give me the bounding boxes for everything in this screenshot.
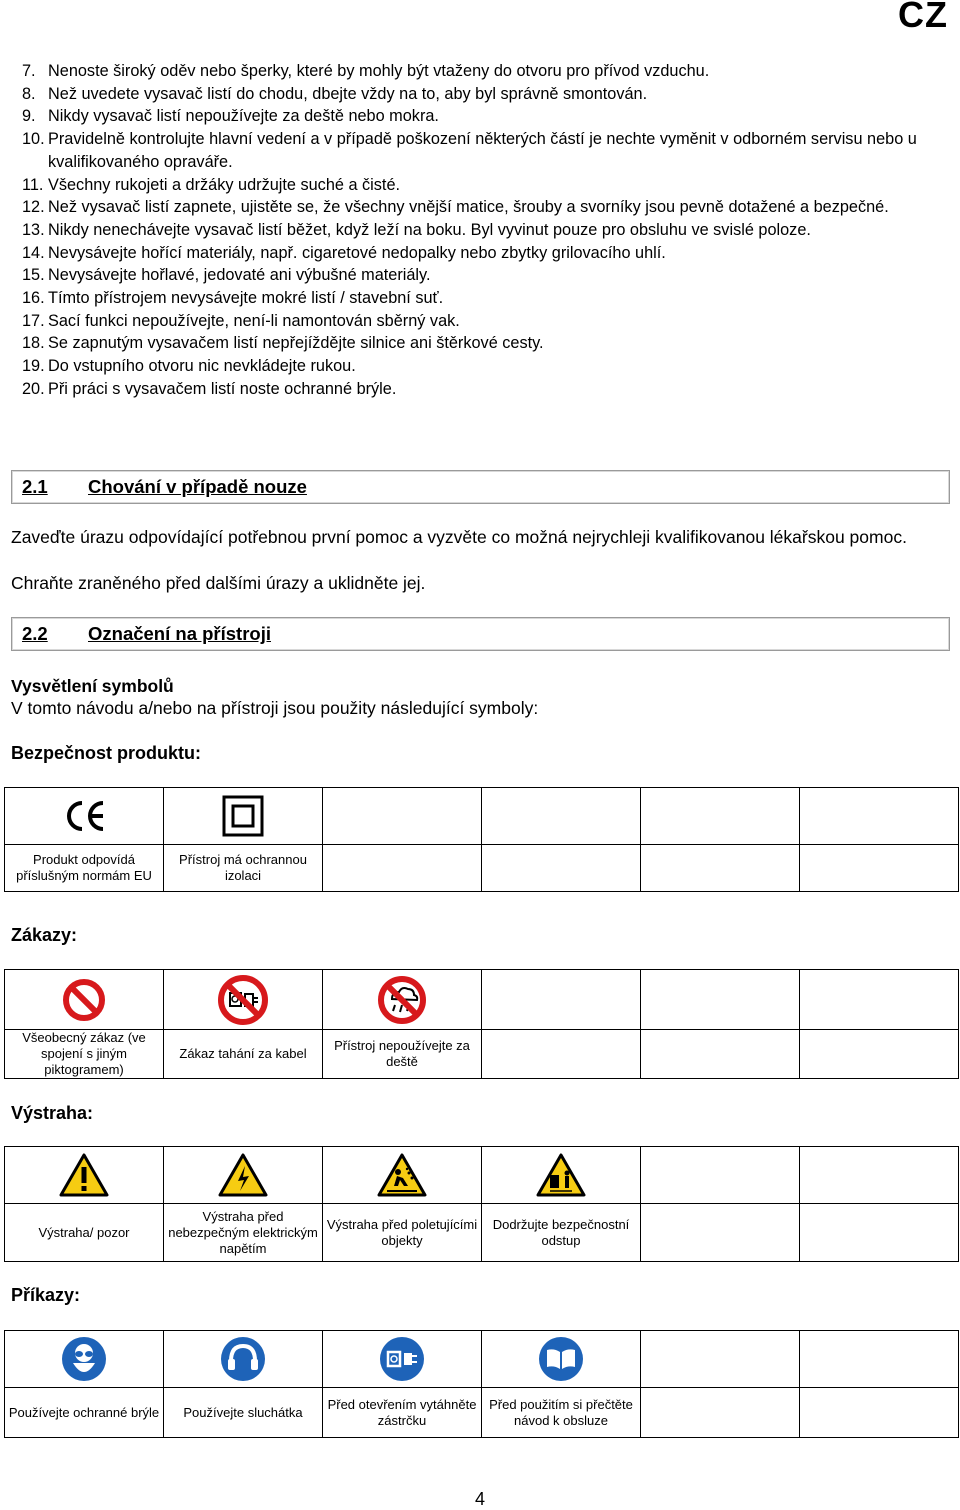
table-cell	[164, 1147, 323, 1204]
unplug-icon	[379, 1336, 425, 1382]
table-cell	[323, 1331, 482, 1388]
table-cell	[641, 1331, 800, 1388]
list-item	[22, 310, 932, 333]
table-cell	[482, 1147, 641, 1204]
table-cell: Výstraha před nebezpečným elektrickým napětím	[164, 1204, 323, 1262]
rule-number: 16.	[22, 289, 45, 308]
table-cell: Výstraha před poletujícími objekty	[323, 1204, 482, 1262]
language-code: CZ	[898, 0, 948, 35]
table-cell	[641, 845, 800, 892]
table-cell	[5, 1331, 164, 1388]
no-cable-pulling-icon	[217, 974, 269, 1026]
table-cell	[641, 1147, 800, 1204]
list-item	[22, 242, 932, 265]
general-prohibition-icon	[62, 978, 106, 1022]
table-cell	[641, 1030, 800, 1079]
list-item	[22, 128, 932, 173]
list-item	[22, 287, 932, 310]
emergency-paragraph: Zaveďte úrazu odpovídající potřebnou první pomoc a vyzvěte co možná nejrychleji kvalifikovanou lékařskou pomoc.	[11, 527, 907, 547]
section-heading-device-marking	[11, 617, 950, 651]
product-safety-heading: Bezpečnost produktu:	[11, 743, 202, 763]
table-cell: Všeobecný zákaz (ve spojení s jiným piktogramem)	[5, 1030, 164, 1079]
table-cell	[323, 788, 482, 845]
no-rain-icon	[377, 975, 427, 1025]
symbols-legend-text: V tomto návodu a/nebo na přístroji jsou použity následující symboly:	[11, 698, 539, 718]
rule-text: Všechny rukojeti a držáky udržujte suché a čisté.	[48, 175, 401, 194]
table-cell	[800, 970, 959, 1030]
read-manual-icon	[538, 1336, 584, 1382]
list-item	[22, 60, 932, 83]
rule-number: 10.	[22, 130, 45, 149]
table-cell	[323, 845, 482, 892]
table-cell	[641, 970, 800, 1030]
page-number: 4	[474, 1489, 485, 1509]
table-cell: Dodržujte bezpečnostní odstup	[482, 1204, 641, 1262]
rule-number: 13.	[22, 220, 45, 239]
table-cell: Používejte sluchátka	[164, 1388, 323, 1438]
table-cell	[164, 970, 323, 1030]
rule-text: Nevysávejte hořící materiály, např. cigaretové nedopalky nebo zbytky grilovacího uhlí.	[48, 243, 666, 262]
rule-text: Nevysávejte hořlavé, jedovaté ani výbušné materiály.	[48, 266, 431, 285]
rule-number: 19.	[22, 357, 45, 376]
section-title: Chování v případě nouze	[88, 476, 307, 497]
table-cell	[482, 788, 641, 845]
rule-text: Než uvedete vysavač listí do chodu, dbejte vždy na to, aby byl správně smontován.	[48, 84, 648, 103]
rule-number: 7.	[22, 62, 36, 80]
rule-number: 15.	[22, 266, 45, 285]
rule-number: 17.	[22, 311, 45, 330]
list-item	[22, 105, 932, 128]
double-insulation-icon	[222, 795, 264, 837]
rule-text: Než vysavač listí zapnete, ujistěte se, že všechny vnější matice, šrouby a svorníky jsou pevně dotažené a bezpečné.	[48, 198, 889, 217]
product-safety-table	[4, 787, 959, 892]
electric-voltage-warning-icon	[218, 1153, 268, 1197]
table-cell	[164, 788, 323, 845]
rule-number: 8.	[22, 84, 36, 103]
table-cell	[800, 788, 959, 845]
table-cell: Používejte ochranné brýle	[5, 1388, 164, 1438]
mandatory-table	[4, 1330, 959, 1438]
table-cell	[641, 788, 800, 845]
list-item	[22, 378, 932, 401]
table-cell	[641, 1204, 800, 1262]
table-cell	[164, 1331, 323, 1388]
rule-text: Nenoste široký oděv nebo šperky, které by mohly být vtaženy do otvoru pro přívod vzduchu.	[48, 62, 710, 80]
rule-text: Nikdy nenechávejte vysavač listí běžet, když leží na boku. Byl vyvinut pouze pro obsluhu ve svislé poloze.	[48, 220, 811, 239]
table-cell	[800, 1030, 959, 1079]
table-cell: Přístroj má ochrannou izolaci	[164, 845, 323, 892]
table-cell	[482, 970, 641, 1030]
table-cell: Před použitím si přečtěte návod k obsluze	[482, 1388, 641, 1438]
warning-exclamation-icon	[59, 1153, 109, 1197]
safety-rules-list	[22, 60, 932, 401]
table-cell: Zákaz tahání za kabel	[164, 1030, 323, 1079]
rule-text: Sací funkci nepoužívejte, není-li namontován sběrný vak.	[48, 311, 460, 330]
mandatory-heading: Příkazy:	[11, 1285, 81, 1305]
wear-goggles-icon	[61, 1336, 107, 1382]
rule-text: Se zapnutým vysavačem listí nepřejíždějte silnice ani štěrkové cesty.	[48, 334, 544, 353]
table-cell: Přístroj nepoužívejte za deště	[323, 1030, 482, 1079]
list-item	[22, 332, 932, 355]
section-title: Označení na přístroji	[88, 623, 271, 644]
table-cell	[482, 1030, 641, 1079]
emergency-paragraph-2: Chraňte zraněného před dalšími úrazy a uklidněte jej.	[11, 573, 426, 593]
wear-ear-protection-icon	[220, 1336, 266, 1382]
list-item	[22, 264, 932, 287]
table-cell	[800, 1204, 959, 1262]
rule-number: 14.	[22, 243, 45, 262]
warnings-table	[4, 1146, 959, 1262]
rule-number: 20.	[22, 379, 45, 398]
list-item	[22, 83, 932, 106]
list-item	[22, 355, 932, 378]
table-cell	[323, 970, 482, 1030]
ce-mark-icon	[62, 799, 106, 833]
rule-number: 12.	[22, 198, 45, 217]
table-cell	[323, 1147, 482, 1204]
rule-text: Do vstupního otvoru nic nevkládejte rukou.	[48, 357, 356, 376]
table-cell: Produkt odpovídá příslušným normám EU	[5, 845, 164, 892]
table-cell	[641, 1388, 800, 1438]
rule-number: 11.	[22, 175, 44, 194]
rule-text: Při práci s vysavačem listí noste ochranné brýle.	[48, 379, 397, 398]
table-cell	[800, 1388, 959, 1438]
table-cell	[800, 1147, 959, 1204]
table-cell: Výstraha/ pozor	[5, 1204, 164, 1262]
prohibitions-heading: Zákazy:	[11, 925, 78, 945]
table-cell	[800, 1331, 959, 1388]
list-item	[22, 219, 932, 242]
rule-text: Tímto přístrojem nevysávejte mokré listí / stavební suť.	[48, 289, 444, 308]
section-number: 2.1	[22, 476, 48, 497]
table-cell	[5, 1147, 164, 1204]
table-cell	[5, 788, 164, 845]
rule-number: 9.	[22, 107, 36, 126]
table-cell	[482, 1331, 641, 1388]
warnings-heading: Výstraha:	[11, 1103, 94, 1123]
section-number: 2.2	[22, 623, 48, 644]
safety-distance-warning-icon	[536, 1153, 586, 1197]
section-heading-emergency	[11, 470, 950, 504]
table-cell: Před otevřením vytáhněte zástrčku	[323, 1388, 482, 1438]
list-item	[22, 196, 932, 219]
rule-number: 18.	[22, 334, 45, 353]
table-cell	[482, 845, 641, 892]
symbols-legend-heading: Vysvětlení symbolů	[11, 676, 174, 696]
prohibitions-table	[4, 969, 959, 1079]
list-item	[22, 174, 932, 197]
rule-text: Pravidelně kontrolujte hlavní vedení a v případě poškození některých částí je nechte vyměnit v odborném servisu nebo u kvalifikovaného opraváře.	[48, 130, 917, 171]
rule-text: Nikdy vysavač listí nepoužívejte za deště nebo mokra.	[48, 107, 439, 126]
table-cell	[5, 970, 164, 1030]
table-cell	[800, 845, 959, 892]
flying-objects-warning-icon	[377, 1153, 427, 1197]
